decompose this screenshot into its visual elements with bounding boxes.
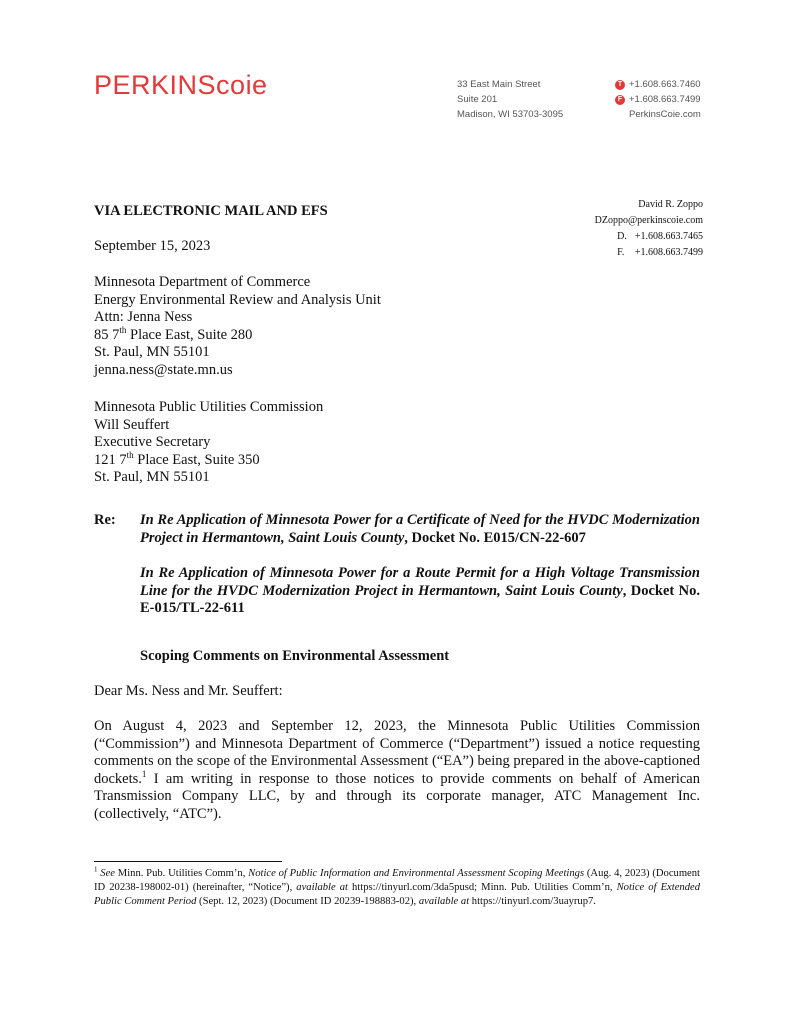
address-line: Suite 201 xyxy=(457,94,498,105)
re-item-1-docket: , Docket No. E015/CN-22-607 xyxy=(404,529,586,546)
street-number: 85 7 xyxy=(94,326,120,343)
footnote-available-at: available at xyxy=(296,882,348,893)
letterhead-website[interactable]: PerkinsCoie.com xyxy=(629,109,701,120)
re-item-2 xyxy=(140,565,700,618)
letterhead-fax: +1.608.663.7499 xyxy=(629,94,701,105)
street-rest: Place East, Suite 280 xyxy=(126,326,253,343)
street-ordinal: th xyxy=(119,324,127,335)
fax-label: F. xyxy=(617,247,625,258)
letter-date: September 15, 2023 xyxy=(94,238,211,254)
recipient-line: Attn: Jenna Ness xyxy=(94,309,193,325)
re-item-2-docket: , Docket No. E-015/TL-22-611 xyxy=(140,582,700,616)
address-line: 33 East Main Street xyxy=(457,79,541,90)
recipient-email[interactable]: jenna.ness@state.mn.us xyxy=(94,361,233,378)
recipient-line: Minnesota Department of Commerce xyxy=(94,274,311,290)
recipient-line: Energy Environmental Review and Analysis Unit xyxy=(94,291,381,308)
letterhead-phone: +1.608.663.7460 xyxy=(629,79,701,90)
body-part-2: I am writing in response to those notices to provide comments on behalf of American Transmission Company LLC, by and through its corporate manager, ATC Management Inc. (collectively, “ATC”). xyxy=(94,770,700,822)
body-part-1: On August 4, 2023 and September 12, 2023, the Minnesota Public Utilities Commission (“Commission”) and Minnesota Department of Commerce (“Department”) issued a notice requesting comments on the scope of the Environmental Assessment (“EA”) being prepared in the above-captioned dockets. xyxy=(94,718,700,787)
footnote-text: https://tinyurl.com/3uayrup7. xyxy=(469,896,596,907)
footnote-divider xyxy=(94,861,282,862)
footnote-number: 1 xyxy=(94,865,98,874)
re-item-1 xyxy=(140,512,700,547)
footnote-available-at: available at xyxy=(418,896,470,907)
footnote-title-2: Notice of Extended Public Comment Period xyxy=(94,882,700,907)
recipient-city: St. Paul, MN 55101 xyxy=(94,469,210,485)
footnote-text: (Sept. 12, 2023) (Document ID 20239-198883-02), xyxy=(196,896,419,907)
recipient-line: Minnesota Public Utilities Commission xyxy=(94,399,324,415)
subject-line: Scoping Comments on Environmental Assessment xyxy=(140,648,450,664)
letterhead-phone-row xyxy=(615,77,701,92)
sender-direct: +1.608.663.7465 xyxy=(634,231,703,242)
street-ordinal: th xyxy=(126,449,134,460)
re-block xyxy=(140,512,700,618)
footnote-text: (Aug. 4, 2023) (Document ID 20238-198002-01) (hereinafter, “Notice”), xyxy=(94,868,700,893)
letterhead-fax-row xyxy=(615,92,701,107)
footnote-title-1: Notice of Public Information and Environmental Assessment Scoping Meetings xyxy=(248,868,585,879)
letterhead-contact xyxy=(615,77,701,122)
perkins-coie-logo xyxy=(94,72,268,99)
recipient-line: Will Seuffert xyxy=(94,416,170,433)
salutation: Dear Ms. Ness and Mr. Seuffert: xyxy=(94,683,283,699)
delivery-method: VIA ELECTRONIC MAIL AND EFS xyxy=(94,203,328,219)
sender-numbers xyxy=(617,229,703,261)
recipient-address-2 xyxy=(94,399,323,487)
recipient-address-1 xyxy=(94,274,381,379)
logo-coie: coie xyxy=(216,70,268,100)
sender-block xyxy=(595,197,703,261)
re-label: Re: xyxy=(94,512,116,528)
logo-perkins: PERKINS xyxy=(94,70,217,100)
letterhead-address xyxy=(457,77,563,122)
sender-fax: +1.608.663.7499 xyxy=(634,247,703,258)
footnote-text: Minn. Pub. Utilities Comm’n, xyxy=(115,868,249,879)
footnote-text: https://tinyurl.com/3da5pusd; Minn. Pub. Utilities Comm’n, xyxy=(348,882,617,893)
direct-label: D. xyxy=(617,231,627,242)
footnote xyxy=(94,867,700,909)
street-rest: Place East, Suite 350 xyxy=(133,451,260,468)
address-line: Madison, WI 53703-3095 xyxy=(457,109,564,120)
recipient-street xyxy=(94,449,323,470)
recipient-city: St. Paul, MN 55101 xyxy=(94,344,210,360)
sender-name: David R. Zoppo xyxy=(638,199,703,210)
body-paragraph xyxy=(94,718,700,823)
recipient-street xyxy=(94,324,381,345)
re-item-2-title: In Re Application of Minnesota Power for a Route Permit for a High Voltage Transmission Line for the HVDC Modernization Project in Hermantown, Saint Louis County xyxy=(140,565,700,599)
fax-icon: F xyxy=(615,95,625,105)
footnote-ref: 1 xyxy=(141,768,147,779)
street-number: 121 7 xyxy=(94,451,127,468)
phone-icon: T xyxy=(615,80,625,90)
footnote-see: See xyxy=(100,868,115,879)
recipient-line: Executive Secretary xyxy=(94,434,211,450)
re-item-1-title: In Re Application of Minnesota Power for a Certificate of Need for the HVDC Modernization Project in Hermantown, Saint Louis County xyxy=(140,512,700,546)
sender-email[interactable]: DZoppo@perkinscoie.com xyxy=(594,215,703,226)
